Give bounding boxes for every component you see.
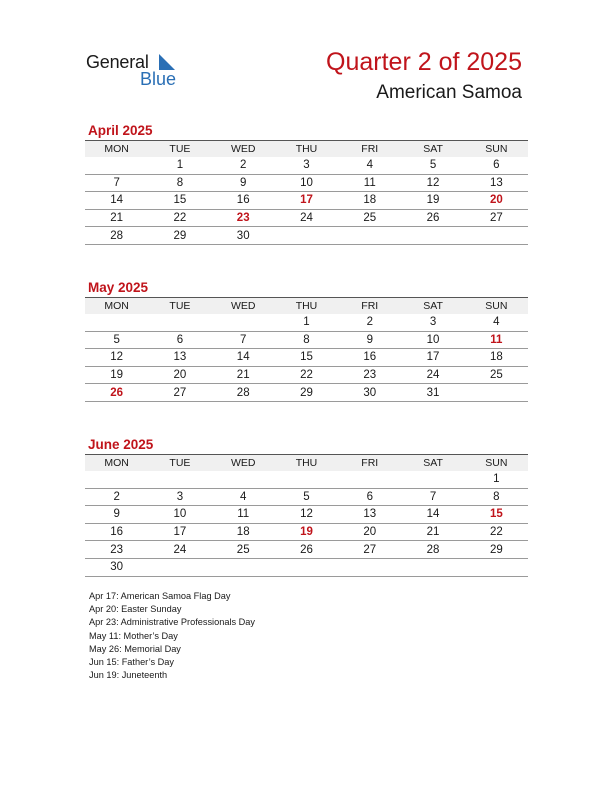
day-cell: 10 (275, 174, 338, 192)
day-cell: 3 (401, 314, 464, 332)
week-row (85, 488, 528, 506)
holiday-note: Jun 15: Father’s Day (89, 657, 174, 668)
day-cell: 14 (401, 506, 464, 524)
day-cell: 14 (85, 192, 148, 210)
day-cell: 11 (465, 331, 528, 349)
day-cell: 15 (465, 506, 528, 524)
country-subtitle: American Samoa (376, 82, 522, 103)
empty-day-cell (338, 227, 401, 245)
week-row (85, 366, 528, 384)
day-cell: 27 (465, 209, 528, 227)
weekday-header: MON (85, 141, 148, 157)
day-cell: 9 (338, 331, 401, 349)
day-cell: 4 (338, 157, 401, 175)
week-row (85, 349, 528, 367)
weekday-header: WED (212, 455, 275, 471)
week-row (85, 558, 528, 576)
empty-day-cell (212, 471, 275, 489)
empty-day-cell (148, 314, 211, 332)
weekday-header: WED (212, 141, 275, 157)
empty-day-cell (85, 157, 148, 175)
empty-day-cell (275, 471, 338, 489)
day-cell: 25 (338, 209, 401, 227)
weekday-header: TUE (148, 455, 211, 471)
day-cell: 21 (401, 523, 464, 541)
day-cell: 24 (401, 366, 464, 384)
week-row (85, 157, 528, 175)
empty-day-cell (465, 227, 528, 245)
day-cell: 27 (338, 541, 401, 559)
empty-day-cell (148, 558, 211, 576)
day-cell: 18 (338, 192, 401, 210)
empty-day-cell (338, 558, 401, 576)
weekday-header: MON (85, 298, 148, 314)
weekday-header-row (85, 298, 528, 314)
weekday-header: SUN (465, 298, 528, 314)
empty-day-cell (275, 558, 338, 576)
empty-day-cell (401, 227, 464, 245)
day-cell: 15 (275, 349, 338, 367)
day-cell: 21 (85, 209, 148, 227)
day-cell: 16 (212, 192, 275, 210)
day-cell: 2 (85, 488, 148, 506)
day-cell: 18 (465, 349, 528, 367)
month-block-april (85, 122, 528, 245)
month-block-june (85, 436, 528, 577)
week-row (85, 227, 528, 245)
day-cell: 29 (148, 227, 211, 245)
day-cell: 9 (85, 506, 148, 524)
day-cell: 12 (85, 349, 148, 367)
week-row (85, 384, 528, 402)
weekday-header: THU (275, 455, 338, 471)
day-cell: 2 (212, 157, 275, 175)
week-row (85, 541, 528, 559)
calendar-grid (85, 454, 528, 577)
day-cell: 12 (401, 174, 464, 192)
empty-day-cell (85, 314, 148, 332)
day-cell: 14 (212, 349, 275, 367)
week-row (85, 209, 528, 227)
day-cell: 26 (275, 541, 338, 559)
weekday-header-row (85, 141, 528, 157)
holiday-note: Jun 19: Juneteenth (89, 670, 168, 681)
day-cell: 12 (275, 506, 338, 524)
week-row (85, 471, 528, 489)
day-cell: 19 (275, 523, 338, 541)
day-cell: 25 (465, 366, 528, 384)
day-cell: 23 (85, 541, 148, 559)
weekday-header: TUE (148, 141, 211, 157)
day-cell: 13 (148, 349, 211, 367)
holiday-note: May 11: Mother’s Day (89, 630, 178, 641)
day-cell: 16 (85, 523, 148, 541)
day-cell: 8 (465, 488, 528, 506)
day-cell: 26 (85, 384, 148, 402)
day-cell: 8 (148, 174, 211, 192)
empty-day-cell (212, 558, 275, 576)
day-cell: 28 (85, 227, 148, 245)
day-cell: 2 (338, 314, 401, 332)
weekday-header: MON (85, 455, 148, 471)
day-cell: 16 (338, 349, 401, 367)
weekday-header: SUN (465, 455, 528, 471)
empty-day-cell (401, 558, 464, 576)
day-cell: 4 (212, 488, 275, 506)
week-row (85, 523, 528, 541)
holiday-note: Apr 23: Administrative Professionals Day (89, 617, 255, 628)
empty-day-cell (465, 384, 528, 402)
weekday-header: FRI (338, 298, 401, 314)
month-title: April 2025 (88, 123, 153, 138)
day-cell: 20 (148, 366, 211, 384)
day-cell: 29 (275, 384, 338, 402)
day-cell: 17 (401, 349, 464, 367)
day-cell: 28 (401, 541, 464, 559)
day-cell: 18 (212, 523, 275, 541)
empty-day-cell (148, 471, 211, 489)
day-cell: 6 (338, 488, 401, 506)
day-cell: 22 (465, 523, 528, 541)
weekday-header: THU (275, 141, 338, 157)
calendar-grid (85, 297, 528, 402)
day-cell: 20 (465, 192, 528, 210)
week-row (85, 174, 528, 192)
day-cell: 11 (212, 506, 275, 524)
weekday-header: SUN (465, 141, 528, 157)
day-cell: 1 (148, 157, 211, 175)
day-cell: 21 (212, 366, 275, 384)
day-cell: 27 (148, 384, 211, 402)
day-cell: 7 (401, 488, 464, 506)
day-cell: 15 (148, 192, 211, 210)
day-cell: 17 (148, 523, 211, 541)
day-cell: 6 (465, 157, 528, 175)
day-cell: 26 (401, 209, 464, 227)
logo-word-blue: Blue (140, 69, 177, 89)
day-cell: 30 (338, 384, 401, 402)
empty-day-cell (275, 227, 338, 245)
weekday-header: SAT (401, 455, 464, 471)
empty-day-cell (465, 558, 528, 576)
day-cell: 19 (401, 192, 464, 210)
day-cell: 7 (85, 174, 148, 192)
day-cell: 5 (401, 157, 464, 175)
month-block-may (85, 279, 528, 402)
month-title: May 2025 (88, 280, 149, 295)
day-cell: 9 (212, 174, 275, 192)
day-cell: 7 (212, 331, 275, 349)
day-cell: 29 (465, 541, 528, 559)
day-cell: 31 (401, 384, 464, 402)
day-cell: 23 (338, 366, 401, 384)
week-row (85, 192, 528, 210)
weekday-header: THU (275, 298, 338, 314)
empty-day-cell (338, 471, 401, 489)
week-row (85, 331, 528, 349)
page-title: Quarter 2 of 2025 (326, 48, 522, 76)
holiday-note: May 26: Memorial Day (89, 643, 181, 654)
day-cell: 13 (338, 506, 401, 524)
holiday-note: Apr 20: Easter Sunday (89, 604, 182, 615)
weekday-header-row (85, 455, 528, 471)
day-cell: 10 (401, 331, 464, 349)
day-cell: 10 (148, 506, 211, 524)
day-cell: 6 (148, 331, 211, 349)
day-cell: 1 (275, 314, 338, 332)
day-cell: 20 (338, 523, 401, 541)
week-row (85, 506, 528, 524)
holiday-list (89, 590, 255, 682)
day-cell: 24 (275, 209, 338, 227)
weekday-header: TUE (148, 298, 211, 314)
empty-day-cell (401, 471, 464, 489)
day-cell: 24 (148, 541, 211, 559)
weekday-header: SAT (401, 141, 464, 157)
day-cell: 23 (212, 209, 275, 227)
day-cell: 1 (465, 471, 528, 489)
day-cell: 5 (275, 488, 338, 506)
weekday-header: FRI (338, 141, 401, 157)
day-cell: 13 (465, 174, 528, 192)
weekday-header: WED (212, 298, 275, 314)
day-cell: 11 (338, 174, 401, 192)
empty-day-cell (212, 314, 275, 332)
day-cell: 4 (465, 314, 528, 332)
day-cell: 22 (148, 209, 211, 227)
day-cell: 3 (275, 157, 338, 175)
day-cell: 30 (85, 558, 148, 576)
month-title: June 2025 (88, 437, 154, 452)
week-row (85, 314, 528, 332)
day-cell: 25 (212, 541, 275, 559)
weekday-header: FRI (338, 455, 401, 471)
calendar-grid (85, 140, 528, 245)
holiday-note: Apr 17: American Samoa Flag Day (89, 591, 231, 601)
day-cell: 8 (275, 331, 338, 349)
day-cell: 28 (212, 384, 275, 402)
day-cell: 30 (212, 227, 275, 245)
day-cell: 17 (275, 192, 338, 210)
weekday-header: SAT (401, 298, 464, 314)
empty-day-cell (85, 471, 148, 489)
day-cell: 22 (275, 366, 338, 384)
generalblue-logo (86, 52, 196, 92)
day-cell: 5 (85, 331, 148, 349)
logo-word-general: General (86, 52, 149, 72)
day-cell: 3 (148, 488, 211, 506)
day-cell: 19 (85, 366, 148, 384)
